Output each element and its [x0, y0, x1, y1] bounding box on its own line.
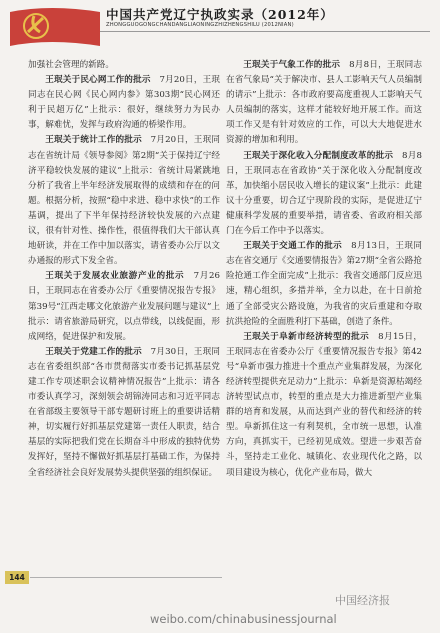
section-heading: 王珉关于党建工作的批示: [45, 346, 142, 357]
paragraph: [28, 73, 220, 133]
section-heading: 王珉关于深化收入分配制度改革的批示: [243, 150, 394, 161]
section-heading: 王珉关于气象工作的批示: [243, 60, 341, 70]
watermark: weibo.com/chinabusinessjournal: [150, 612, 337, 626]
book-pinyin: ZHONGGUOGONGCHANDANGLIAONINGZHIZHENGSHILU (2012NIAN): [106, 22, 294, 28]
page-header: [0, 0, 440, 50]
paragraph-text: 8月15日，王珉同志在省委办公厅《重要情况报告专报》第42号“阜新市强力推进十个重点产业集群发展，为深化经济转型提供充足动力”上批示：阜新是资源枯竭经济转型试点市，转型的重点是大力推进新型产业集群的培育和发展，从而达到产业的替代和经济的转型。阜新抓住这一有利契机，全市统一思想，认准方向，真抓实干，已经初见成效。望进一步艰苦奋斗，坚持走工业化、城镇化、农业现代化之路，以项目建设为核心，优化产业布局，做大: [226, 331, 422, 478]
paragraph: [226, 330, 422, 481]
book-title: 中国共产党辽宁执政实录（2012年）: [106, 7, 334, 22]
paragraph: [28, 269, 220, 344]
paragraph-text: 8月8日，王珉同志在省气象局“关于解决市、县人工影响天气人员编制的请示”上批示：各市政府要高度重视人工影响天气人员编制的落实，这样才能较好地开展工作。而这项工作又是有针对效应的工作，可以大大地促进水资源的增加和利用。: [226, 60, 422, 146]
paragraph: [226, 239, 422, 330]
section-heading: 王珉关于交通工作的批示: [243, 241, 343, 252]
paragraph-text: 7月30日，王珉同志在省委组织部“各市贯彻落实市委书记抓基层党建工作专项述职会议精神情况报告”上批示：请各市委认真学习，深刻领会胡锦涛同志和习近平同志在省部级主要领导干部专题研讨班上的重要讲话精神，切实履行好抓基层党建第一责任人职责，结合基层的实际把我们党在长期奋斗中形成的独特优势发挥好，坚持不懈做好抓基层打基础工作，为保持全省经济社会良好发展势头提供坚强的组织保证。: [28, 346, 220, 478]
paragraph-text: 7月20日，王珉同志在省统计局《领导参阅》第2期“关于保持辽宁经济平稳较快发展的建议”上批示：省统计局紧跳地分析了我省上半年经济发展取得的成绩和存在的问题。根据分析，按照“稳中求进、稳中求快”的工作基调，提出了下半年保持经济较快发展的六点建议，很有针对性、操作性，很值得我们大干部认真地研读，并在工作中加以落实，请省委办公厅以文办通报的形式下发全省。: [28, 135, 220, 267]
paragraph: [28, 133, 220, 269]
footer-rule: [30, 577, 222, 578]
right-column: [226, 58, 422, 481]
source-stamp: 中国经济报: [335, 594, 390, 607]
left-column: [28, 58, 220, 481]
paragraph: 加强社会管理的新路。: [28, 60, 114, 70]
paragraph-text: 7月26日，王珉同志在省委办公厅《重要情况报告专报》第39号“江西走哪文化旅游产业发展问题与建议”上批示：请省旅游局研究，以点带线，以线促面，形成网络，促进保护和发展。: [28, 271, 220, 342]
paragraph: [226, 149, 422, 240]
section-heading: 王珉关于统计工作的批示: [45, 135, 142, 146]
paragraph-text: 8月13日，王珉同志在省交通厅《交通要情报告》第27期“全省公路抢险抢通工作全面完成”上批示：我省交通部门反应迅速，精心组织，多措并举，全力以赴，在十日前抢通了全部受灾公路设施，为我省的灾后重建和夺取抗洪抢险的全面胜利打下基础，创造了条件。: [226, 241, 422, 327]
section-heading: 王珉关于阜新市经济转型的批示: [243, 331, 370, 342]
party-emblem-icon: [10, 2, 100, 50]
page-number: 144: [5, 571, 29, 584]
section-heading: 王珉关于民心网工作的批示: [45, 75, 151, 86]
header-divider: [100, 31, 430, 32]
paragraph-text: 7月20日，王珉同志在民心网《民心网内参》第303期“民心网还利于民超万亿”上批示：很好，继续努力为民办事，解难忧，发挥与政府沟通的桥梁作用。: [28, 75, 220, 131]
paragraph: [28, 345, 220, 481]
section-heading: 王珉关于发展农业旅游产业的批示: [45, 271, 185, 282]
paragraph: [226, 58, 422, 149]
paragraph-text: 8月8日，王珉同志在省政协“关于深化收入分配制度改革，加快缩小居民收入增长的建议案”上批示：此建议十分重要，切合辽宁现阶段的实际，是促进辽宁健康科学发展的重要举措，请省委、省政府相关部门在今后工作中予以落实。: [226, 150, 422, 237]
